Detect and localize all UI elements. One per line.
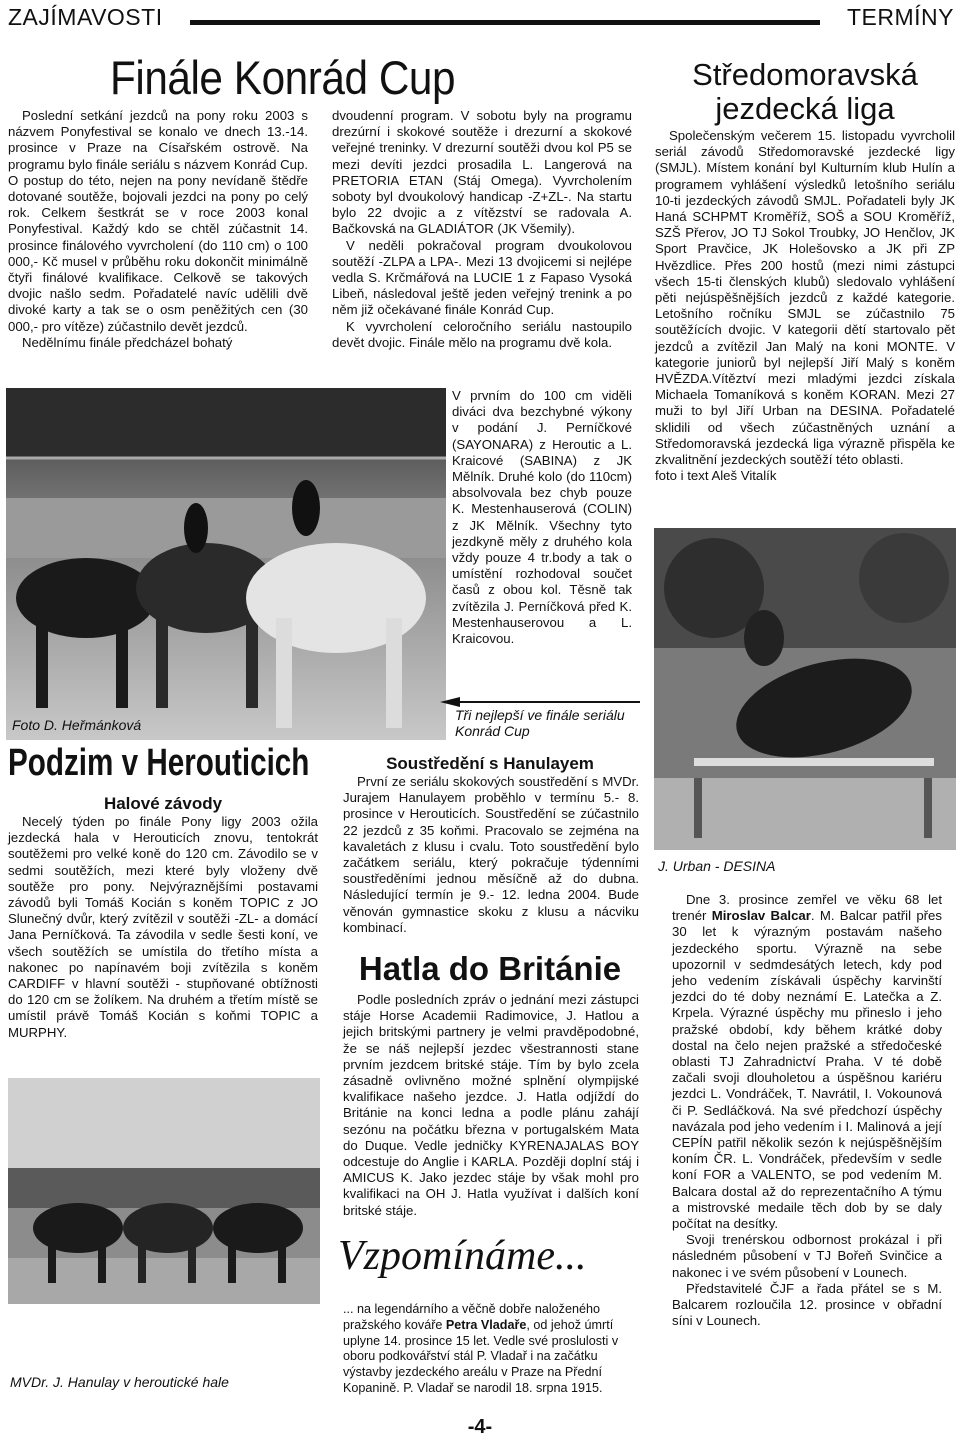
finale-photo-caption: Tři nejlepší ve finále seriálu Konrád Cup — [455, 707, 625, 739]
hall-photo-illustration — [8, 1078, 320, 1304]
page-number: -4- — [467, 1416, 493, 1438]
liga-photo-caption: J. Urban - DESINA — [658, 858, 776, 874]
finale-paragraph: dvoudenní program. V sobotu byly na programu drezúrní i skokové soutěže i drezurní a skokové veřejné treninky. V drezurní soutěži dvou kol P5 se mezi devíti jezdci prosadila L. Langerová na PRETORIA ETAN (Stáj Omega). Vyvrcholením soboty byl dvoukolový handicap -Z+ZL-. Na startu bylo 22 dvojic a z vítězství se radovala A. Bačkovská na GLADIÁTOR (JK Všemily). — [332, 108, 632, 237]
article-title-podzim: Podzim v Herouticich — [8, 742, 310, 784]
section-label-left: ZAJÍMAVOSTI — [8, 4, 163, 30]
article-title-hanulay: Soustředění s Hanulayem — [386, 754, 594, 773]
vzpominame-text — [343, 1302, 639, 1397]
finale-column-2 — [332, 108, 632, 351]
finale-paragraph: K vyvrcholení celoročního seriálu nastoupilo devět dvojic. Finále mělo na programu dvě kola. — [332, 318, 632, 350]
liga-credit: foto i text Aleš Vitalík — [655, 468, 777, 484]
podzim-photo — [8, 1078, 320, 1304]
caption-arrow — [440, 694, 640, 704]
finale-column-1 — [8, 108, 308, 351]
liga-paragraph: Společenským večerem 15. listopadu vyvrcholil seriál závodů Středomoravské jezdecké ligy (SMJL). Místem konání byl Kulturním klub Hulín a programem vyhlášení výsledků letošního seriálu 10-ti jezdeckých závodů SMJL. Pořadateli byly JK Haná SCHPMT Kroměříž, SOŠ a SOU Kroměříž, SZŠ Přerov, JO TJ Sokol Troubky, JO Henčlov, JK Sport Pravčice, JK Holešovsko a JK při ZP Hvězdlice. Přes 200 hostů (mezi nimi zástupci všech 15-ti členských klubů) sledovalo vyhlášení pěti nejúspěšnějších jezdců z každé kategorie. Letošního ročníku SMJL se zúčastnilo 75 soutěžících dvojic. V kategorii dětí startovalo pět jezdců a zvítězil Jan Malý na koni MONTE. V kategorie juniorů byl nejlepší Jiří Malý s koněm HVĚZDA.Vítěztví mezi mladými jezdci získala Michaela Tomaníková s koněm KORAN. Mezi 27 muži to byl Jiří Urban na DESINA. Pořadatelé sklidili od všech zúčastněných uznání a Středomoravská jezdecká liga výrazně přispěla ke zkvalitnění jezdeckých soutěží této oblasti. — [655, 128, 955, 468]
liga-text — [655, 128, 955, 484]
liga-photo — [654, 528, 956, 850]
header-rule — [190, 20, 820, 25]
finale-paragraph: Poslední setkání jezdců na pony roku 2003 s názvem Ponyfestival se konalo ve dnech 13.-14. prosince v Praze na Císařském ostrově. Na programu bylo finále seriálu s názvem Konrád Cup. O postup do této, nejen na pony nevídaně štědře dotované soutěže, bojovali jezdci na pony po celý rok. Celkem šestkrát se v roce 2003 konal Ponyfestival. Každý kdo se chtěl zúčastnit 14. prosince finálového vyvrcholení (do 110 cm) o 100 000,- Kč musel v průběhu roku dokončit minimálně čtyři finálové kvalifikace. Celkově se takových dvojic našlo sedm. Pořadatelé navíc udělili dvě divoké karty a tak se o osm peněžitých cen (30 000,- pro vítěze) zúčastnilo devět jezdců. — [8, 108, 308, 334]
podzim-photo-caption: MVDr. J. Hanulay v heroutické hale — [10, 1374, 229, 1390]
balcar-text — [672, 892, 942, 1329]
balcar-paragraph: Představitelé ČJF a řada přátel se s M. Balcarem rozloučila 12. prosince v obřadní síni v Lounech. — [672, 1280, 942, 1329]
podzim-subtitle: Halové závody — [103, 794, 223, 813]
article-title-vzpominame: Vzpomínáme... — [338, 1233, 587, 1279]
balcar-text-part: Dne 3. prosince zemřel ve věku 68 let trenér — [672, 892, 942, 924]
article-title-liga — [655, 58, 955, 126]
balcar-paragraph: Svoji trenérskou odbornost prokázal i při následném působení v TJ Bořeň Svinčice a nakonec i ve svém působení v Lounech. — [672, 1232, 942, 1280]
photo-credit: Foto D. Heřmánková — [12, 717, 142, 733]
finale-paragraph: V prvním do 100 cm viděli diváci dva bezchybné výkony v podání J. Perníčkové (SAYONARA) z Heroutic a L. Kraicové (SABINA) z JK Mělník. Druhé kolo (do 110cm) absolvovala bez chyb pouze K. Mestenhauserová (COLIN) z JK Mělník. Všechny tyto jezdkyně měly z druhého kola vždy pouze 4 tr.body a tak o umístění rozhodoval součet časů z obou kol. Těsně tak zvítězila J. Perníčková před K. Mestenhauserovou a L. Kraicovou. — [452, 388, 632, 647]
vzpominame-text-part: ... na legendárního a věčně dobře naloženého pražského kováře — [343, 1302, 600, 1332]
hatla-text — [343, 992, 639, 1219]
balcar-text-part: . M. Balcar patřil přes 30 let k výrazným postavám našeho jezdeckého sportu. Výrazně na sebe upozornil v sedmdesátých letech, kdy pod jeho vedením získávali úspěchy karvinští jezdci do té doby neznámí E. Latečka a Z. Krpela. Výrazné úspěchy mu přineslo i jeho pražské období, kdy během krátké doby dostal na čelo nejen pražské a středočeské oblasti TJ Zahradnictví Praha. V té době začali svoji dlouholetou a úspěšnou kariéru jezdci L. Vondráček, T. Navrátil, I. Vokounová či P. Sedláčková. Na své předchozí úspěchy navázala pod jeho vedením i I. Malinová a její CEPÍN patřil několik sezón k nejúspěšnějším koním ČR. L. Vondráček, především v sedle koní FOR a VALENTO, se pod vedením M. Balcara dostal až do reprezentačního A týmu a mistrovské medaile těch dob by se daly počítat na desítky. — [672, 908, 942, 1232]
finale-paragraph: Nedělnímu finále předcházel bohatý — [22, 334, 233, 350]
article-title-finale: Finále Konrád Cup — [110, 51, 456, 104]
liga-title-line: Středomoravská — [692, 57, 918, 92]
hanulay-paragraph: První ze seriálu skokových soustředění s MVDr. Jurajem Hanulayem proběhlo v termínu 5.- 8. prosince v Herouticích. Soustředění se zúčastnilo 22 jezdců z 35 koňmi. Pracovalo se zejména na kavaletách z klusu i cvalu. Toto soustředění bylo začátkem seriálu, který pokračuje týdenními soustředěními jednou měsíčně až do dubna. Následující termín je 9.- 12. ledna 2004. Bude věnován gymnastice skoku z klusu a nácviku kombinací. — [343, 774, 639, 935]
hanulay-text — [343, 774, 639, 936]
podzim-text — [8, 814, 318, 1041]
vzpominame-name: Petra Vladaře — [445, 1317, 527, 1332]
balcar-name: Miroslav Balcar — [711, 908, 811, 924]
finale-paragraph: V neděli pokračoval program dvoukolovou soutěží -ZLPA a LPA-. Mezi 13 dvojicemi si nejlépe vedla S. Krčmářová na LUCIE 1 z Fapaso Vysoká Libeň, následoval ještě jeden veřejný trenink a po něm již očekávané finále Konrád Cup. — [332, 237, 632, 318]
podzim-paragraph: Necelý týden po finále Pony ligy 2003 ožila jezdecká hala v Herouticích znovu, tentokrát soutěžemi pro velké koně do 120 cm. Závodilo se v sedmi soutěžích, mezi které byly vloženy dvě soutěže pro pony. Nejvýraznějšími postavami závodů byli Tomáš Kocián s koněm TOPIC z JO Slunečný dvůr, který zvítězil v soutěži -ZL- a domácí Jana Perníčková. Ta závodila v sedle šesti koní, ve všech soutěžích se umístila do třetího místa a nakonec po napínavém boji zvítězila s koněm CARDIFF v hlavní soutěži - stupňované obtížnosti do 120 cm se žolíkem. Na druhém a třetím místě se umístil právě Tomáš Kocián s koňmi TOPIC a MURPHY. — [8, 814, 318, 1040]
finale-photo — [6, 388, 446, 740]
finale-column-2-wrap — [452, 388, 632, 647]
jumping-photo-illustration — [654, 528, 956, 850]
section-label-right: TERMÍNY — [847, 4, 954, 30]
liga-title-line: jezdecká liga — [715, 91, 895, 126]
article-title-hatla: Hatla do Británie — [358, 950, 622, 987]
horses-photo-illustration — [6, 388, 446, 740]
hatla-paragraph: Podle posledních zpráv o jednání mezi zástupci stáje Horse Academii Radimovice, J. Hatlou a jejich britskými partnery je velmi pravděpodobné, že se náš nejlepší jezdec všestrannosti stane prvním jezdcem britské stáje. Tím by bylo zcela zásadně ovlivněno možné splnění olympijské kvalifikace našeho jezdce. J. Hatla odjíždí do Británie na konci ledna a podle plánu zahájí sezónu na počátku března v portugalském Mata do Duque. Vedle jedničky KYRENAJALAS BOY odcestuje do Anglie i KARLA. Později doplní stáj i AMICUS K. Jako jezdec stáje by však mohl pro kvalifikaci na OH J. Hatla využívat i dalších koní britské stáje. — [343, 992, 639, 1218]
vzpominame-text-part: , od jehož úmrtí uplyne 14. prosince 15 let. Vedle své proslulosti v oboru podkovářství stál P. Vladař i na začátku výstavby jezdeckého areálu v Praze na Přední Kopanině. P. Vladař se narodil 18. srpna 1915. — [343, 1317, 619, 1395]
